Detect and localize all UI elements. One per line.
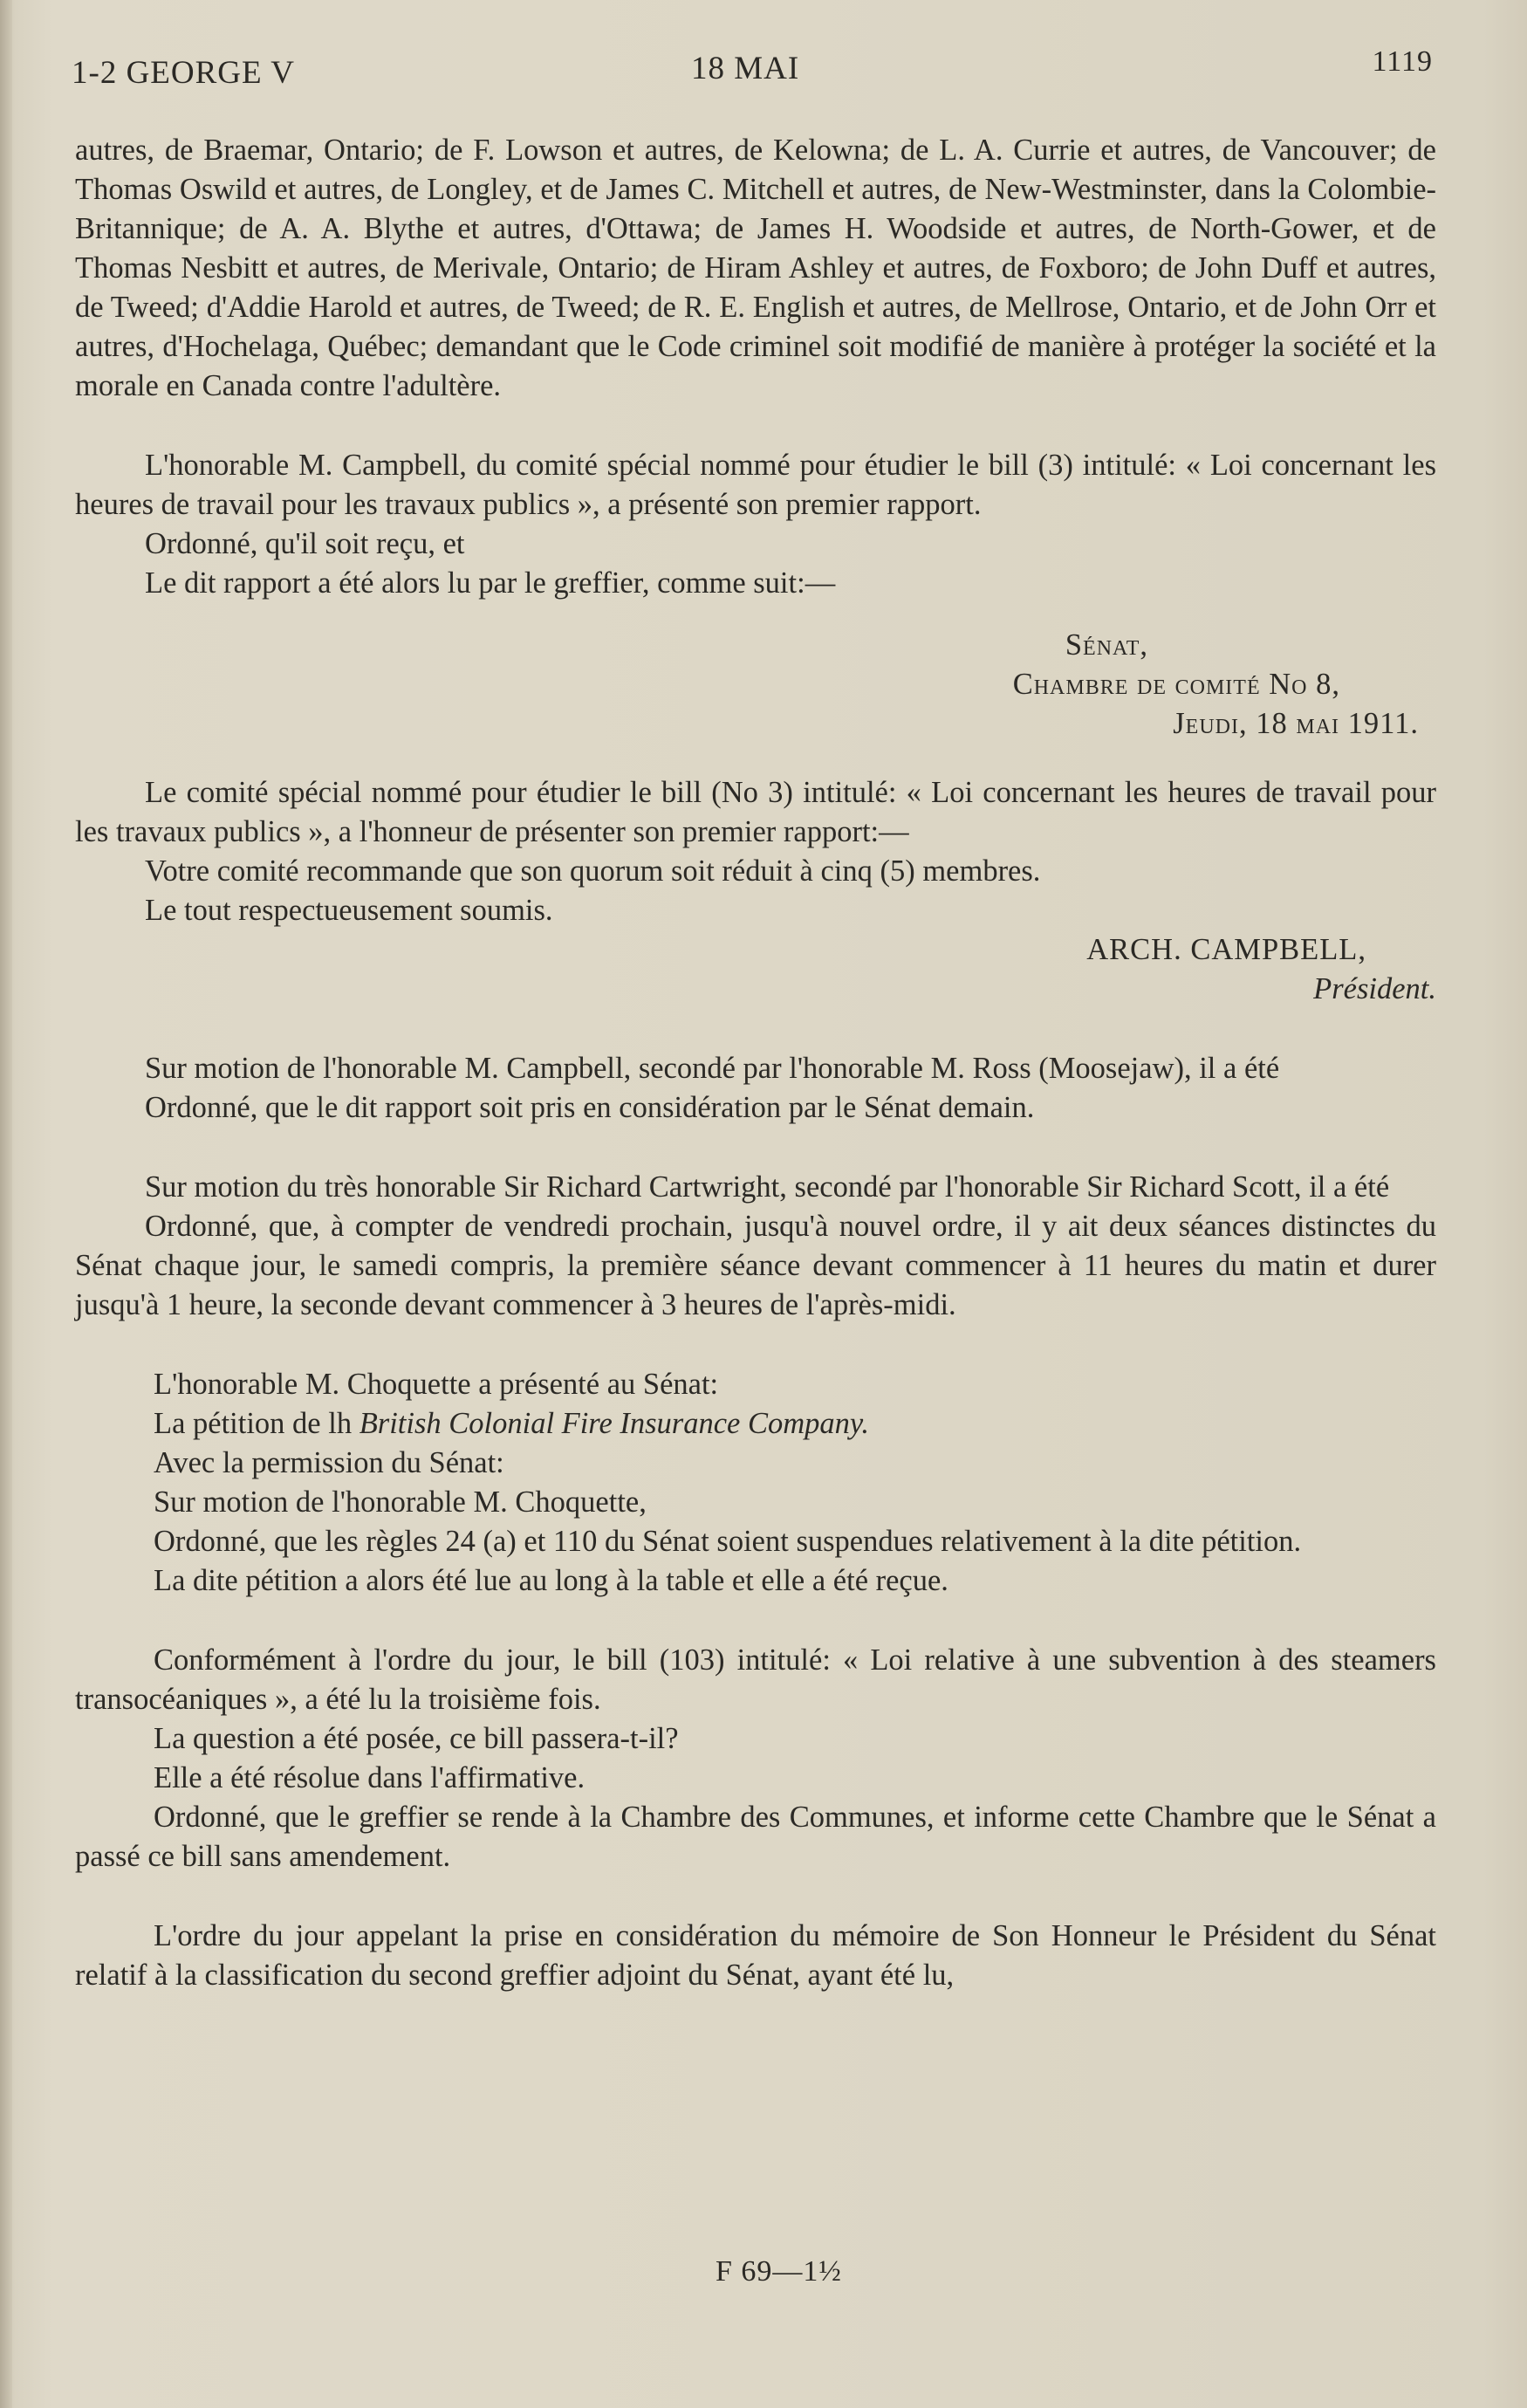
choquette-petition (75, 1404, 1436, 1444)
report-senat: Sénat, (1065, 628, 1148, 662)
page-edge-shadow (0, 0, 12, 2408)
report-heading (75, 626, 1436, 744)
choquette-motion: Sur motion de l'honorable M. Choquette, (154, 1485, 647, 1519)
order-of-day-memoire: L'ordre du jour appelant la prise en considération du mémoire de Son Honneur le Président du Sénat relatif à la classification du second greffier adjoint du Sénat, ayant été lu, (75, 1919, 1436, 1992)
choquette-received: La dite pétition a alors été lue au long à la table et elle a été reçue. (154, 1564, 948, 1597)
page-footer-signature: F 69—1½ (716, 2255, 842, 2288)
choquette-permission: Avec la permission du Sénat: (154, 1446, 504, 1479)
choquette-order: Ordonné, que les règles 24 (a) et 110 du Sénat soient suspendues relativement à la dite pétition. (154, 1525, 1302, 1558)
motion-cartwright: Sur motion du très honorable Sir Richard Cartwright, secondé par l'honorable Sir Richard Scott, il a été (145, 1170, 1390, 1204)
bill-103-resolved: Elle a été résolue dans l'affirmative. (154, 1761, 585, 1794)
choquette-presented: L'honorable M. Choquette a présenté au Sénat: (154, 1368, 719, 1401)
report-chambre: Chambre de comité No 8, (1012, 668, 1340, 701)
bill-103-order: Ordonné, que le greffier se rende à la Chambre des Communes, et informe cette Chambre que le Sénat a passé ce bill sans amendement. (75, 1801, 1436, 1873)
petition-company: British Colonial Fire Insurance Company. (359, 1407, 869, 1440)
header-date: 18 MAI (691, 51, 800, 86)
motion-campbell: Sur motion de l'honorable M. Campbell, secondé par l'honorable M. Ross (Moosejaw), il a été (145, 1052, 1280, 1085)
report-date: Jeudi, 18 mai 1911. (1173, 707, 1419, 740)
bill-103-reading: Conformément à l'ordre du jour, le bill (103) intitulé: « Loi relative à une subvention à des steamers transocéaniques », a été lu la troisième fois. (75, 1643, 1436, 1716)
bill-103-question: La question a été posée, ce bill passera-t-il? (154, 1722, 679, 1755)
page-body (75, 131, 1436, 1995)
ordered-received: Ordonné, qu'il soit reçu, et (145, 527, 465, 560)
page-number: 1119 (1372, 45, 1433, 78)
motion-cartwright-order: Ordonné, que, à compter de vendredi prochain, jusqu'à nouvel ordre, il y ait deux séances distinctes du Sénat chaque jour, le samedi compris, la première séance devant commencer à 11 heures du matin et durer jusqu'à 1 heure, la seconde devant commencer à 3 heures de l'après-midi. (75, 1210, 1436, 1321)
report-signature: ARCH. CAMPBELL, (1086, 933, 1366, 966)
header-session: 1-2 GEORGE V (72, 55, 295, 91)
report-signature-title: Président. (1313, 972, 1436, 1005)
report-read: Le dit rapport a été alors lu par le greffier, comme suit:— (145, 566, 836, 600)
page-header (72, 45, 1433, 98)
campbell-report-paragraph: L'honorable M. Campbell, du comité spécial nommé pour étudier le bill (3) intitulé: « Loi concernant les heures de travail pour les travaux publics », a présenté son premier rapport. (75, 449, 1436, 521)
report-submitted: Le tout respectueusement soumis. (145, 894, 553, 927)
petitions-paragraph: autres, de Braemar, Ontario; de F. Lowson et autres, de Kelowna; de L. A. Currie et autres, de Vancouver; de Thomas Oswild et autres, de Longley, et de James C. Mitchell et autres, de New-Westminster, dans la Colombie-Britannique; de A. A. Blythe et autres, d'Ottawa; de James H. Woodside et autres, de North-Gower, et de Thomas Nesbitt et autres, de Merivale, Ontario; de Hiram Ashley et autres, de Foxboro; de John Duff et autres, de Tweed; d'Addie Harold et autres, de Tweed; de R. E. English et autres, de Mellrose, Ontario, et de John Orr et autres, d'Hochelaga, Québec; demandant que le Code criminel soit modifié de manière à protéger la société et la morale en Canada contre l'adultère. (75, 134, 1436, 402)
report-quorum: Votre comité recommande que son quorum soit réduit à cinq (5) membres. (145, 854, 1041, 888)
report-paragraph: Le comité spécial nommé pour étudier le bill (No 3) intitulé: « Loi concernant les heures de travail pour les travaux publics », a l'honneur de présenter son premier rapport:— (75, 776, 1436, 848)
petition-prefix: La pétition de lh (154, 1407, 353, 1440)
motion-campbell-order: Ordonné, que le dit rapport soit pris en considération par le Sénat demain. (145, 1091, 1035, 1124)
